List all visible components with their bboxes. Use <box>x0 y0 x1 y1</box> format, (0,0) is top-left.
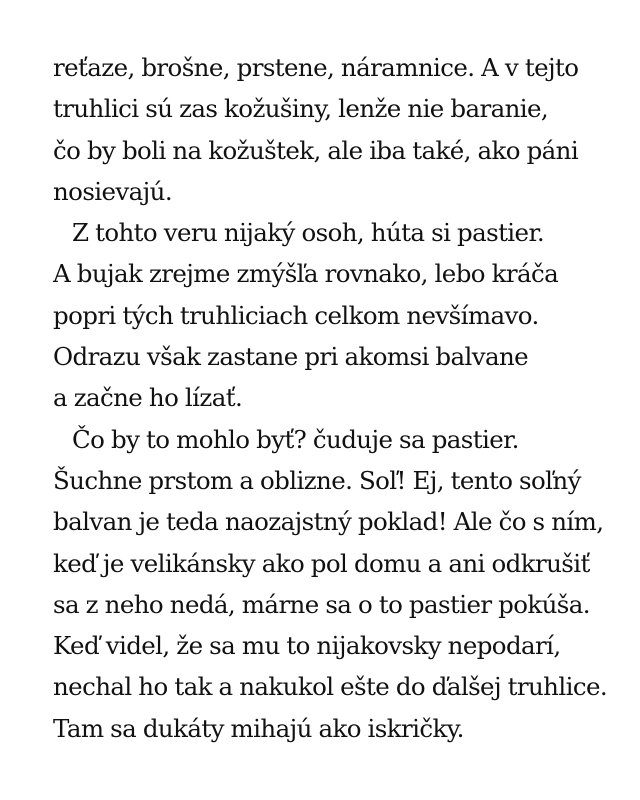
text-line: nechal ho tak a nakukol ešte do ďalšej truhlice. <box>53 672 608 702</box>
text-line: Tam sa dukáty mihajú ako iskričky. <box>53 713 464 743</box>
text-line: A bujak zrejme zmýšľa rovnako, lebo kráča <box>53 259 559 289</box>
text-line: nosievajú. <box>53 176 173 206</box>
text-line-paragraph-start: Čo by to mohlo byť? čuduje sa pastier. <box>72 424 519 454</box>
text-line: keď je velikánsky ako pol domu a ani odkrušiť <box>53 548 590 578</box>
text-line: balvan je teda naozajstný poklad! Ale čo s ním, <box>53 507 604 537</box>
text-line: truhlici sú zas kožušiny, lenže nie baranie, <box>53 94 549 124</box>
text-line: Keď videl, že sa mu to nijakovsky nepodarí, <box>53 631 561 661</box>
text-line: Odrazu však zastane pri akomsi balvane <box>53 342 529 372</box>
text-line: sa z neho nedá, márne sa o to pastier pokúša. <box>53 589 590 619</box>
text-line: popri tých truhliciach celkom nevšímavo. <box>53 300 539 330</box>
text-line: reťaze, brošne, prstene, náramnice. A v tejto <box>53 53 579 82</box>
text-line: a začne ho lízať. <box>53 383 243 413</box>
text-line: čo by boli na kožuštek, ale iba také, ako páni <box>53 135 579 165</box>
text-line: Šuchne prstom a oblizne. Soľ! Ej, tento soľný <box>53 465 581 495</box>
text-line-paragraph-start: Z tohto veru nijaký osoh, húta si pastier. <box>72 218 545 248</box>
body-text <box>53 47 633 749</box>
